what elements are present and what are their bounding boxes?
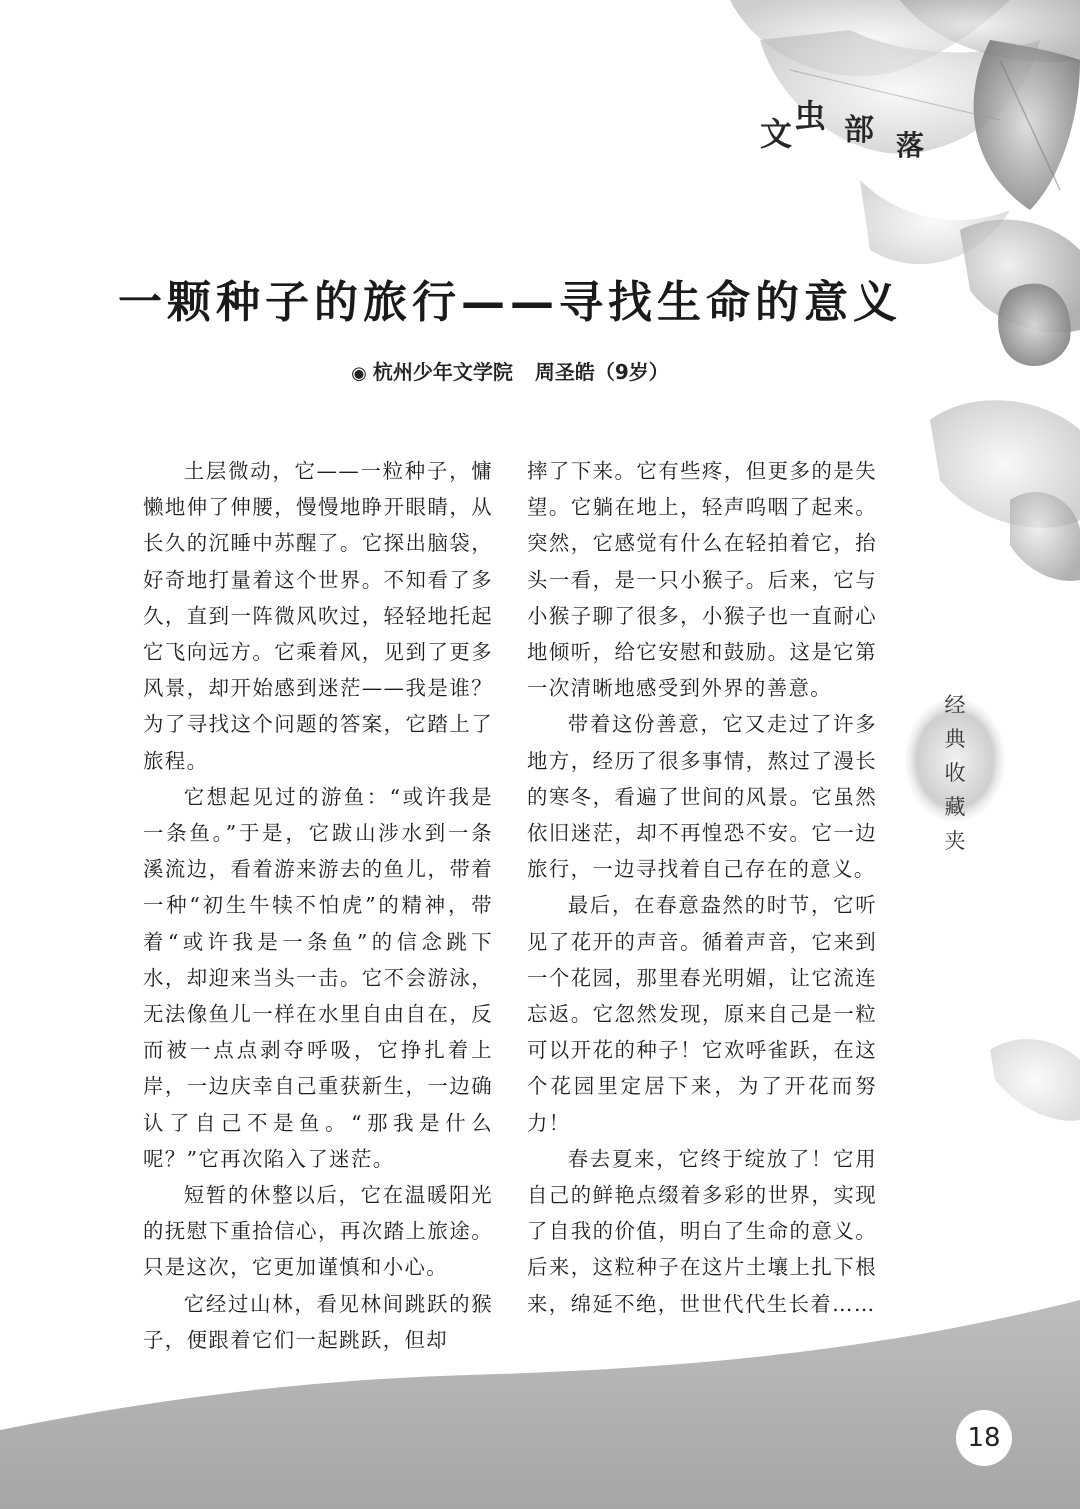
side-tag-char: 经 [944, 693, 966, 717]
leaf-shape [990, 1039, 1080, 1121]
byline [0, 356, 1020, 385]
section-title-char: 部 [844, 113, 874, 148]
section-title-char: 文 [760, 115, 793, 153]
article-title: 一颗种子的旅行——寻找生命的意义 [118, 277, 902, 328]
side-tag-char: 藏 [944, 795, 966, 819]
section-title [760, 97, 960, 170]
paragraph-continuation: 摔了下来。它有些疼，但更多的是失望。它躺在地上，轻声呜咽了起来。突然，它感觉有什么在轻拍着它，抬头一看，是一只小猴子。后来，它与小猴子聊了很多，小猴子也一直耐心地倾听，给它安慰和鼓励。这是它第一次清晰地感受到外界的善意。 [527, 459, 877, 701]
paragraph: 短暂的休整以后，它在温暖阳光的抚慰下重拾信心，再次踏上旅途。只是这次，它更加谨慎和小心。 [143, 1183, 493, 1280]
paragraph: 春去夏来，它终于绽放了！它用自己的鲜艳点缀着多彩的世界，实现了自我的价值，明白了生命的意义。后来，这粒种子在这片土壤上扎下根来，绵延不绝，世世代代生长着…… [527, 1146, 877, 1316]
article-column-left [143, 453, 493, 1358]
leaf-shape [974, 40, 1080, 210]
paragraph: 它经过山林，看见林间跳跃的猴子，便跟着它们一起跳跃，但却 [143, 1291, 493, 1352]
side-tag-char: 典 [944, 727, 966, 751]
byline-marker-icon: ◉ [351, 363, 367, 384]
paragraph: 它想起见过的游鱼：“或许我是一条鱼。”于是，它跋山涉水到一条溪流边，看着游来游去的鱼儿，带着一种“初生牛犊不怕虎”的精神，带着“或许我是一条鱼”的信念跳下水，却迎来当头一击。它不会游泳，无法像鱼儿一样在水里自由自在，反而被一点点剥夺呼吸，它挣扎着上岸，一边庆幸自己重获新生，一边确认了自己不是鱼。“那我是什么呢？”它再次陷入了迷茫。 [143, 784, 493, 1171]
paragraph: 带着这份善意，它又走过了许多地方，经历了很多事情，熬过了漫长的寒冬，看遍了世间的风景。它虽然依旧迷茫，却不再惶恐不安。它一边旅行，一边寻找着自己存在的意义。 [527, 712, 877, 882]
paragraph: 最后，在春意盎然的时节，它听见了花开的声音。循着声音，它来到一个花园，那里春光明媚，让它流连忘返。它忽然发现，原来自己是一粒可以开花的种子！它欢呼雀跃，在这个花园里定居下来，为了开花而努力！ [527, 893, 877, 1135]
section-title-char: 落 [896, 129, 925, 162]
byline-school: 杭州少年文学院 [372, 360, 513, 384]
page-number: 18 [956, 1410, 1012, 1466]
paragraph: 土层微动，它——一粒种子，慵懒地伸了伸腰，慢慢地睁开眼睛，从长久的沉睡中苏醒了。它探出脑袋，好奇地打量着这个世界。不知看了多久，直到一阵微风吹过，轻轻地托起它飞向远方。它乘着风，见到了更多风景，却开始感到迷茫——我是谁？为了寻找这个问题的答案，它踏上了旅程。 [143, 459, 493, 773]
side-tag-char: 夹 [944, 829, 966, 853]
side-tag [935, 688, 975, 858]
side-tag-char: 收 [944, 761, 966, 785]
article-column-right [527, 453, 877, 1322]
section-title-char: 虫 [794, 97, 827, 135]
byline-author: 周圣皓（9岁） [534, 360, 669, 384]
